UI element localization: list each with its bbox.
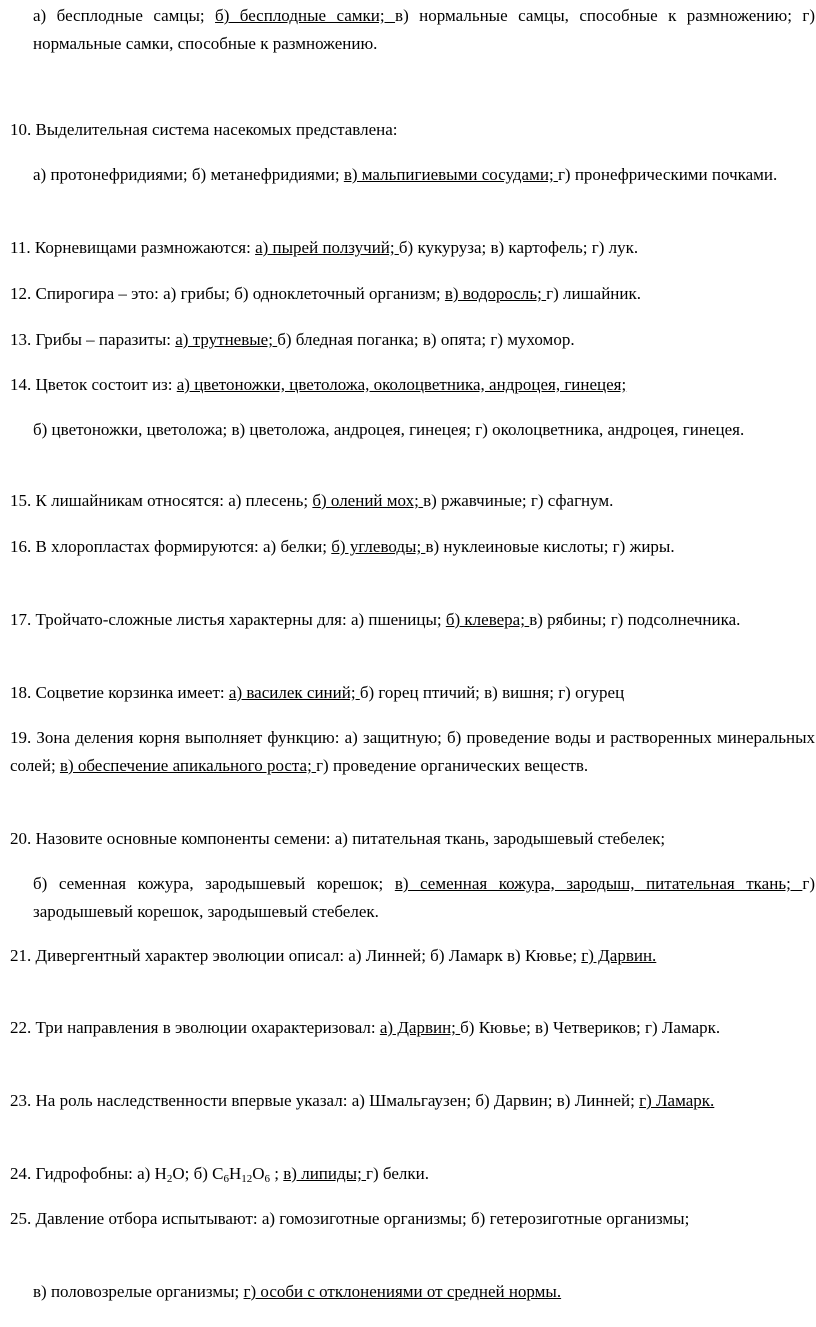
q17-question bbox=[10, 606, 815, 634]
text-segment: а) протонефридиями; б) метанефридиями; bbox=[33, 165, 344, 184]
subscript: 6 bbox=[223, 1173, 229, 1185]
text-segment: O; б) C bbox=[172, 1164, 224, 1183]
correct-answer: в) обеспечение апикального роста; bbox=[59, 756, 317, 775]
text-segment: б) Кювье; в) Четвериков; г) Ламарк. bbox=[460, 1018, 721, 1037]
q22-question bbox=[10, 1014, 815, 1042]
q23-question bbox=[10, 1087, 815, 1115]
q12-question bbox=[10, 280, 815, 308]
q20-options bbox=[33, 870, 815, 926]
text-segment: 22. Три направления в эволюции охарактеризовал: bbox=[10, 1018, 380, 1037]
q18-question bbox=[10, 679, 815, 707]
q10-question bbox=[10, 116, 815, 144]
text-segment: г) лишайник. bbox=[546, 284, 641, 303]
text-segment: O bbox=[252, 1164, 265, 1183]
q14-question bbox=[10, 371, 815, 399]
text-segment: 14. Цветок состоит из: bbox=[10, 375, 177, 394]
text-segment: H bbox=[228, 1164, 242, 1183]
text-segment: б) семенная кожура, зародышевый корешок; bbox=[33, 874, 395, 893]
q20-question bbox=[10, 825, 815, 853]
q19-question bbox=[10, 724, 815, 780]
text-segment: 23. На роль наследственности впервые указал: а) Шмальгаузен; б) Дарвин; в) Линней; bbox=[10, 1091, 640, 1110]
correct-answer: б) углеводы; bbox=[331, 537, 426, 556]
correct-answer: г) Дарвин. bbox=[581, 946, 657, 965]
q15-question bbox=[10, 487, 815, 515]
text-segment: б) кукуруза; в) картофель; г) лук. bbox=[398, 238, 639, 257]
text-segment: 24. Гидрофобны: а) H bbox=[10, 1164, 167, 1183]
text-segment: 25. Давление отбора испытывают: а) гомозиготные организмы; б) гетерозиготные организмы; bbox=[10, 1209, 690, 1228]
correct-answer: в) мальпигиевыми сосудами; bbox=[343, 165, 558, 184]
text-segment: ; bbox=[270, 1164, 284, 1183]
correct-answer: а) Дарвин; bbox=[379, 1018, 461, 1037]
text-segment: в) половозрелые организмы; bbox=[33, 1282, 244, 1301]
subscript: 12 bbox=[241, 1173, 253, 1185]
q14-options bbox=[33, 416, 815, 444]
text-segment: 18. Соцветие корзинка имеет: bbox=[10, 683, 229, 702]
q10-options bbox=[33, 161, 815, 189]
correct-answer: в) липиды; bbox=[283, 1164, 367, 1183]
q13-question bbox=[10, 326, 815, 354]
text-segment: г) проведение органических веществ. bbox=[316, 756, 589, 775]
subscript: 6 bbox=[264, 1173, 271, 1185]
text-segment: 16. В хлоропластах формируются: а) белки; bbox=[10, 537, 332, 556]
q9-options bbox=[33, 2, 815, 58]
text-segment: а) бесплодные самцы; bbox=[33, 6, 216, 25]
correct-answer: г) особи с отклонениями от средней нормы. bbox=[243, 1282, 562, 1301]
correct-answer: б) бесплодные самки; bbox=[215, 6, 396, 25]
text-segment: в) нуклеиновые кислоты; г) жиры. bbox=[425, 537, 675, 556]
correct-answer: б) клевера; bbox=[445, 610, 530, 629]
q16-question bbox=[10, 533, 815, 561]
correct-answer: в) семенная кожура, зародыш, питательная ткань; bbox=[394, 874, 803, 893]
text-segment: г) пронефрическими почками. bbox=[557, 165, 778, 184]
text-segment: б) цветоножки, цветоложа; в) цветоложа, андроцея, гинецея; г) околоцветника, андроцея, гинецея. bbox=[33, 420, 745, 439]
text-segment: б) бледная поганка; в) опята; г) мухомор. bbox=[277, 330, 575, 349]
q11-question bbox=[10, 234, 815, 262]
text-segment: г) зародышевый корешок, зародышевый стебелек. bbox=[33, 874, 815, 921]
text-segment: г) белки. bbox=[366, 1164, 429, 1183]
text-segment: 12. Спирогира – это: а) грибы; б) одноклеточный организм; bbox=[10, 284, 445, 303]
q25-options bbox=[33, 1278, 815, 1306]
text-segment: б) горец птичий; в) вишня; г) огурец bbox=[359, 683, 625, 702]
correct-answer: а) трутневые; bbox=[175, 330, 278, 349]
text-segment: 13. Грибы – паразиты: bbox=[10, 330, 176, 349]
text-segment: в) нормальные самцы, способные к размножению; г) нормальные самки, способные к размножению. bbox=[33, 6, 815, 53]
correct-answer: а) василек синий; bbox=[228, 683, 360, 702]
q21-question bbox=[10, 942, 815, 970]
text-segment: 21. Дивергентный характер эволюции описал: а) Линней; б) Ламарк в) Кювье; bbox=[10, 946, 582, 965]
q25-question bbox=[10, 1205, 815, 1233]
text-segment: 10. Выделительная система насекомых представлена: bbox=[10, 120, 398, 139]
correct-answer: в) водоросль; bbox=[444, 284, 547, 303]
text-segment: в) рябины; г) подсолнечника. bbox=[529, 610, 741, 629]
text-segment: 11. Корневищами размножаются: bbox=[10, 238, 256, 257]
correct-answer: б) олений мох; bbox=[312, 491, 424, 510]
text-segment: в) ржавчиные; г) сфагнум. bbox=[423, 491, 614, 510]
correct-answer: а) цветоножки, цветоложа, околоцветника, андроцея, гинецея; bbox=[176, 375, 627, 394]
q24-question bbox=[10, 1160, 815, 1188]
text-segment: 20. Назовите основные компоненты семени: а) питательная ткань, зародышевый стебелек; bbox=[10, 829, 666, 848]
correct-answer: г) Ламарк. bbox=[639, 1091, 715, 1110]
subscript: 2 bbox=[166, 1173, 173, 1185]
text-segment: 19. Зона деления корня выполняет функцию: а) защитную; б) проведение воды и растворенных минеральных солей; bbox=[10, 728, 815, 775]
correct-answer: а) пырей ползучий; bbox=[255, 238, 399, 257]
text-segment: 15. К лишайникам относятся: а) плесень; bbox=[10, 491, 313, 510]
text-segment: 17. Тройчато-сложные листья характерны для: а) пшеницы; bbox=[10, 610, 446, 629]
